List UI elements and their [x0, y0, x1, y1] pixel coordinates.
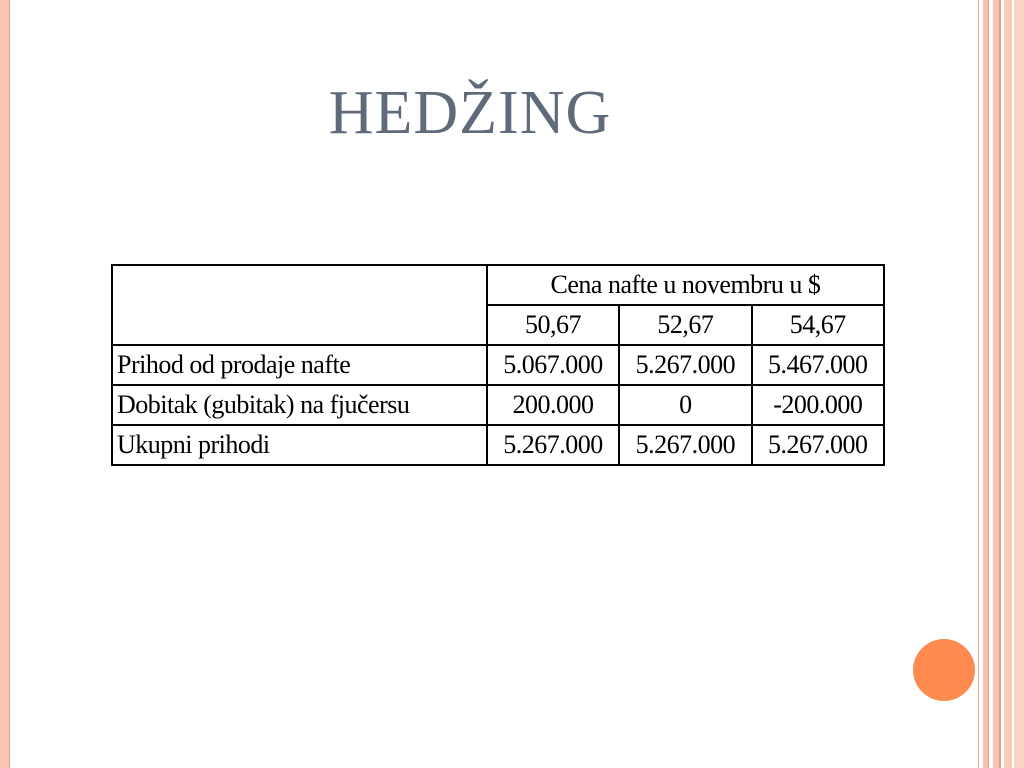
table-row	[112, 385, 884, 425]
right-frame-stripe	[1004, 0, 1012, 768]
decorative-orange-dot	[913, 639, 975, 701]
right-frame-stripe	[1014, 0, 1024, 768]
table-header-row	[112, 265, 884, 305]
slide-title: HEDŽING	[328, 79, 612, 147]
table-row	[112, 425, 884, 465]
table-row	[112, 345, 884, 385]
row-label: Dobitak (gubitak) na fjučersu	[112, 385, 487, 425]
price-header-cell: 52,67	[619, 305, 751, 345]
row-label: Ukupni prihodi	[112, 425, 487, 465]
table-cell: -200.000	[752, 385, 884, 425]
row-label: Prihod od prodaje nafte	[112, 345, 487, 385]
table-cell: 200.000	[487, 385, 619, 425]
right-frame-stripe	[999, 0, 1001, 768]
right-frame-stripe	[988, 0, 989, 768]
price-group-header: Cena nafte u novembru u $	[487, 265, 884, 305]
table-cell: 5.267.000	[752, 425, 884, 465]
table-cell: 0	[619, 385, 751, 425]
table-cell: 5.267.000	[487, 425, 619, 465]
right-frame-stripe	[978, 0, 979, 768]
hedging-table	[111, 264, 885, 466]
table-cell: 5.067.000	[487, 345, 619, 385]
price-header-cell: 50,67	[487, 305, 619, 345]
table-cell: 5.267.000	[619, 345, 751, 385]
table-corner-cell	[112, 265, 487, 345]
price-header-cell: 54,67	[752, 305, 884, 345]
table-cell: 5.467.000	[752, 345, 884, 385]
table-cell: 5.267.000	[619, 425, 751, 465]
